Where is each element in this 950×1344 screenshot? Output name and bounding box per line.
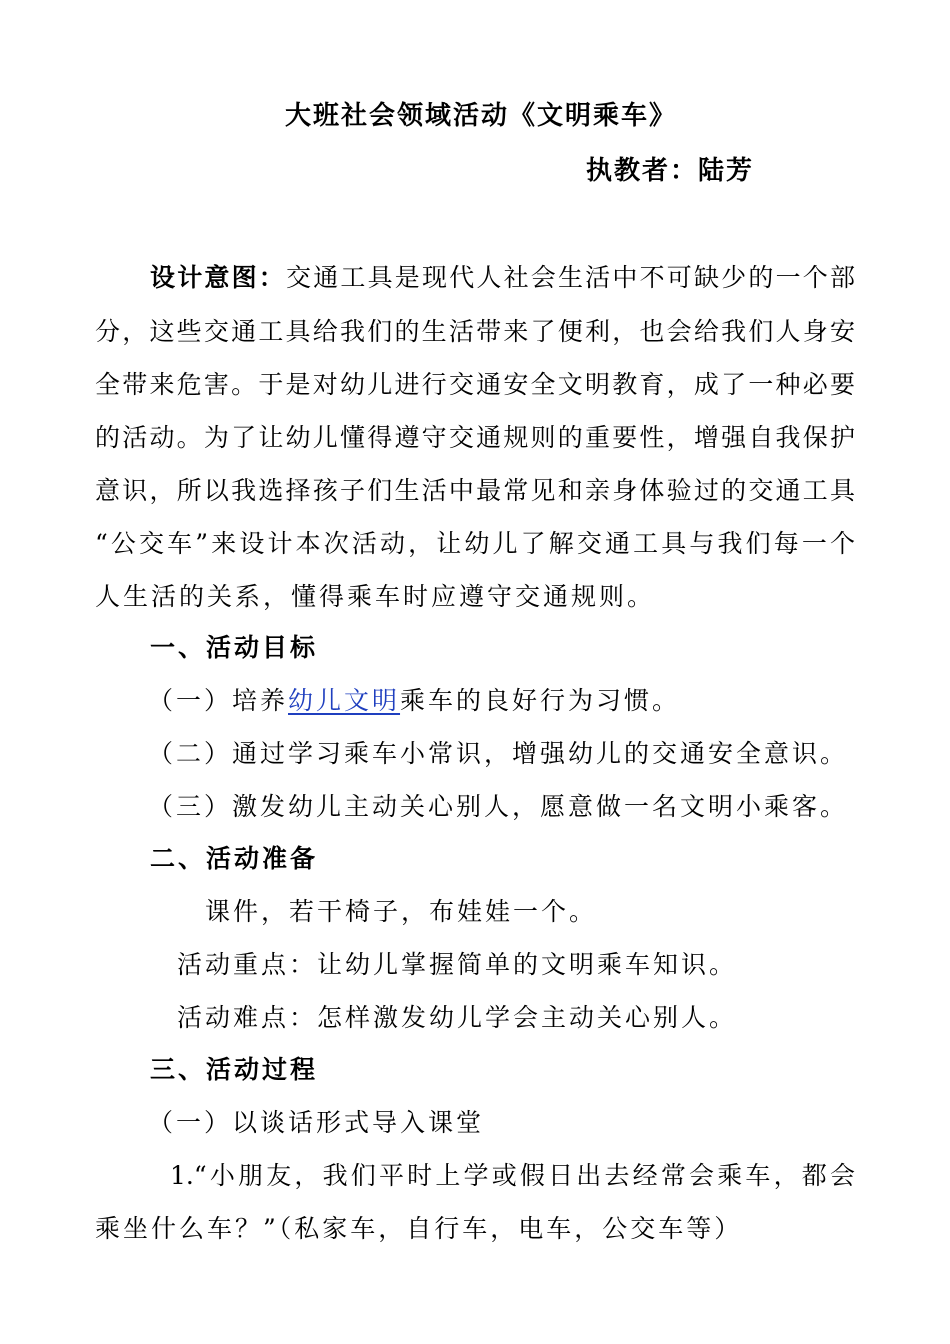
intent-label: 设计意图： — [150, 263, 286, 292]
document-title: 大班社会领域活动《文明乘车》 — [285, 101, 678, 131]
section-heading-preparation: 二、活动准备 — [150, 844, 319, 873]
process-question-line-1: 1.“小朋友，我们平时上学或假日出去经常会乘车，都会 — [170, 1161, 855, 1190]
process-question-line-2: 乘坐什么车？”（私家车，自行车，电车，公交车等） — [95, 1214, 743, 1243]
goal-1-prefix: （一）培养 — [148, 686, 289, 715]
author-line: 执教者：陆芳 — [586, 156, 755, 186]
intent-line-1 — [150, 262, 855, 294]
section-heading-goals: 一、活动目标 — [150, 633, 319, 662]
goal-1-suffix: 乘车的良好行为习惯。 — [400, 686, 681, 715]
intent-line-7: 人生活的关系，懂得乘车时应遵守交通规则。 — [95, 582, 656, 611]
activity-difficulty: 活动难点：怎样激发幼儿学会主动关心别人。 — [177, 1003, 738, 1032]
goal-item-2: （二）通过学习乘车小常识，增强幼儿的交通安全意识。 — [148, 739, 849, 768]
intent-line-4: 的活动。为了让幼儿懂得遵守交通规则的重要性，增强自我保护 — [95, 423, 855, 452]
intent-line-5: 意识，所以我选择孩子们生活中最常见和亲身体验过的交通工具 — [95, 476, 855, 505]
intent-text-1: 交通工具是现代人社会生活中不可缺少的一个部 — [286, 263, 855, 292]
preparation-materials: 课件，若干椅子，布娃娃一个。 — [205, 897, 598, 926]
section-heading-process: 三、活动过程 — [150, 1055, 319, 1084]
process-sub-heading-1: （一）以谈话形式导入课堂 — [148, 1108, 485, 1137]
goal-1-link[interactable]: 幼儿文明 — [288, 686, 401, 715]
intent-line-6: “公交车”来设计本次活动，让幼儿了解交通工具与我们每一个 — [95, 529, 855, 558]
goal-item-1 — [148, 685, 680, 717]
intent-line-2: 分，这些交通工具给我们的生活带来了便利，也会给我们人身安 — [95, 317, 855, 346]
goal-item-3: （三）激发幼儿主动关心别人，愿意做一名文明小乘客。 — [148, 792, 849, 821]
activity-focus: 活动重点：让幼儿掌握简单的文明乘车知识。 — [177, 950, 738, 979]
intent-line-3: 全带来危害。于是对幼儿进行交通安全文明教育，成了一种必要 — [95, 370, 855, 399]
